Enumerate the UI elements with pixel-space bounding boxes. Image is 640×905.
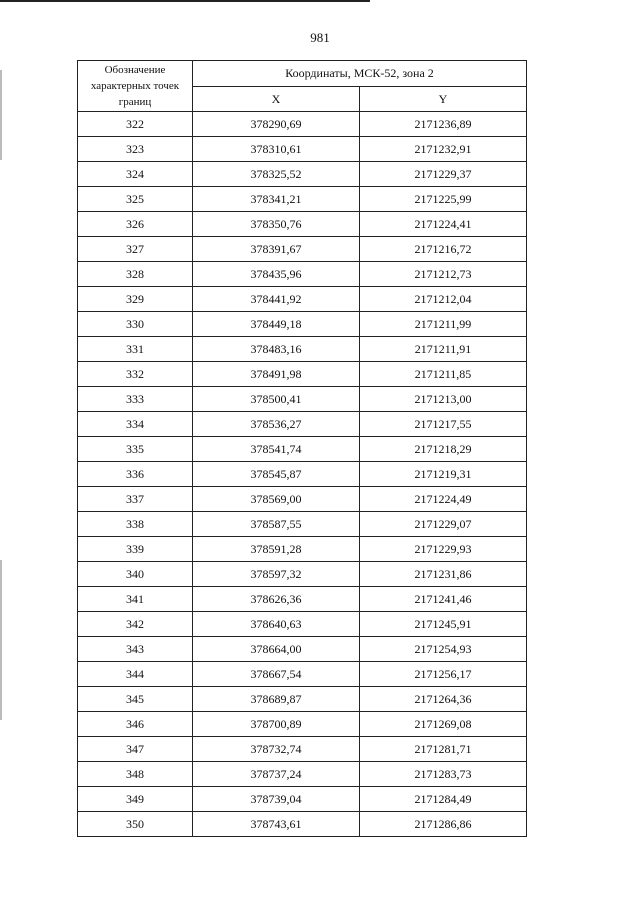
cell-x: 378700,89 (193, 712, 360, 737)
cell-point: 328 (78, 262, 193, 287)
table-row (78, 112, 527, 137)
cell-point: 332 (78, 362, 193, 387)
table-row (78, 137, 527, 162)
table-row (78, 762, 527, 787)
cell-point: 338 (78, 512, 193, 537)
cell-y: 2171232,91 (360, 137, 527, 162)
cell-x: 378441,92 (193, 287, 360, 312)
table-row (78, 162, 527, 187)
cell-y: 2171212,73 (360, 262, 527, 287)
cell-x: 378350,76 (193, 212, 360, 237)
cell-point: 327 (78, 237, 193, 262)
cell-y: 2171264,36 (360, 687, 527, 712)
cell-x: 378664,00 (193, 637, 360, 662)
cell-point: 345 (78, 687, 193, 712)
cell-x: 378341,21 (193, 187, 360, 212)
top-rule (0, 0, 370, 2)
cell-x: 378591,28 (193, 537, 360, 562)
table-row (78, 287, 527, 312)
cell-x: 378743,61 (193, 812, 360, 837)
table-row (78, 512, 527, 537)
cell-point: 329 (78, 287, 193, 312)
cell-point: 330 (78, 312, 193, 337)
table-row (78, 262, 527, 287)
cell-x: 378391,67 (193, 237, 360, 262)
cell-point: 333 (78, 387, 193, 412)
table-row (78, 212, 527, 237)
point-column-header: Обозначение характерных точек границ (78, 61, 193, 112)
cell-y: 2171284,49 (360, 787, 527, 812)
table-row (78, 412, 527, 437)
cell-x: 378449,18 (193, 312, 360, 337)
cell-y: 2171217,55 (360, 412, 527, 437)
cell-y: 2171236,89 (360, 112, 527, 137)
cell-y: 2171224,49 (360, 487, 527, 512)
cell-x: 378569,00 (193, 487, 360, 512)
table-row (78, 587, 527, 612)
cell-y: 2171213,00 (360, 387, 527, 412)
cell-y: 2171225,99 (360, 187, 527, 212)
cell-point: 323 (78, 137, 193, 162)
x-column-header: X (193, 87, 360, 112)
cell-point: 346 (78, 712, 193, 737)
cell-y: 2171224,41 (360, 212, 527, 237)
cell-x: 378689,87 (193, 687, 360, 712)
cell-x: 378536,27 (193, 412, 360, 437)
cell-y: 2171286,86 (360, 812, 527, 837)
table-row (78, 662, 527, 687)
cell-y: 2171219,31 (360, 462, 527, 487)
cell-y: 2171211,85 (360, 362, 527, 387)
cell-x: 378483,16 (193, 337, 360, 362)
cell-point: 334 (78, 412, 193, 437)
cell-x: 378491,98 (193, 362, 360, 387)
table-row (78, 737, 527, 762)
cell-point: 348 (78, 762, 193, 787)
cell-y: 2171229,07 (360, 512, 527, 537)
table-row (78, 387, 527, 412)
cell-y: 2171218,29 (360, 437, 527, 462)
table-row (78, 487, 527, 512)
cell-x: 378737,24 (193, 762, 360, 787)
scan-edge-mark (0, 560, 2, 720)
cell-x: 378626,36 (193, 587, 360, 612)
table-row (78, 437, 527, 462)
cell-y: 2171281,71 (360, 737, 527, 762)
cell-x: 378500,41 (193, 387, 360, 412)
table-row (78, 537, 527, 562)
cell-point: 342 (78, 612, 193, 637)
cell-y: 2171216,72 (360, 237, 527, 262)
cell-point: 325 (78, 187, 193, 212)
scan-edge-mark (0, 70, 2, 160)
cell-y: 2171283,73 (360, 762, 527, 787)
cell-x: 378310,61 (193, 137, 360, 162)
cell-y: 2171256,17 (360, 662, 527, 687)
cell-x: 378640,63 (193, 612, 360, 637)
cell-point: 326 (78, 212, 193, 237)
cell-x: 378290,69 (193, 112, 360, 137)
cell-point: 350 (78, 812, 193, 837)
cell-point: 337 (78, 487, 193, 512)
cell-point: 339 (78, 537, 193, 562)
y-column-header: Y (360, 87, 527, 112)
coordinates-table (77, 60, 527, 837)
page-number: 981 (310, 30, 330, 45)
cell-point: 340 (78, 562, 193, 587)
cell-y: 2171212,04 (360, 287, 527, 312)
cell-x: 378597,32 (193, 562, 360, 587)
cell-x: 378739,04 (193, 787, 360, 812)
table-row (78, 812, 527, 837)
cell-y: 2171211,91 (360, 337, 527, 362)
cell-point: 336 (78, 462, 193, 487)
cell-x: 378541,74 (193, 437, 360, 462)
table-row (78, 712, 527, 737)
cell-point: 324 (78, 162, 193, 187)
cell-y: 2171229,37 (360, 162, 527, 187)
cell-y: 2171231,86 (360, 562, 527, 587)
table-row (78, 787, 527, 812)
cell-y: 2171269,08 (360, 712, 527, 737)
table-row (78, 187, 527, 212)
table-body (78, 112, 527, 837)
table-row (78, 612, 527, 637)
cell-point: 343 (78, 637, 193, 662)
table-row (78, 462, 527, 487)
cell-x: 378732,74 (193, 737, 360, 762)
table-row (78, 637, 527, 662)
cell-point: 322 (78, 112, 193, 137)
cell-point: 331 (78, 337, 193, 362)
cell-y: 2171254,93 (360, 637, 527, 662)
cell-point: 349 (78, 787, 193, 812)
cell-point: 341 (78, 587, 193, 612)
cell-point: 347 (78, 737, 193, 762)
cell-x: 378587,55 (193, 512, 360, 537)
table-row (78, 362, 527, 387)
cell-y: 2171245,91 (360, 612, 527, 637)
cell-y: 2171229,93 (360, 537, 527, 562)
table-row (78, 687, 527, 712)
cell-x: 378667,54 (193, 662, 360, 687)
table-row (78, 312, 527, 337)
cell-x: 378435,96 (193, 262, 360, 287)
coordinates-group-header: Координаты, МСК-52, зона 2 (193, 61, 527, 87)
table-row (78, 337, 527, 362)
cell-x: 378325,52 (193, 162, 360, 187)
cell-point: 335 (78, 437, 193, 462)
cell-y: 2171241,46 (360, 587, 527, 612)
cell-y: 2171211,99 (360, 312, 527, 337)
cell-point: 344 (78, 662, 193, 687)
cell-x: 378545,87 (193, 462, 360, 487)
table-row (78, 237, 527, 262)
table-row (78, 562, 527, 587)
